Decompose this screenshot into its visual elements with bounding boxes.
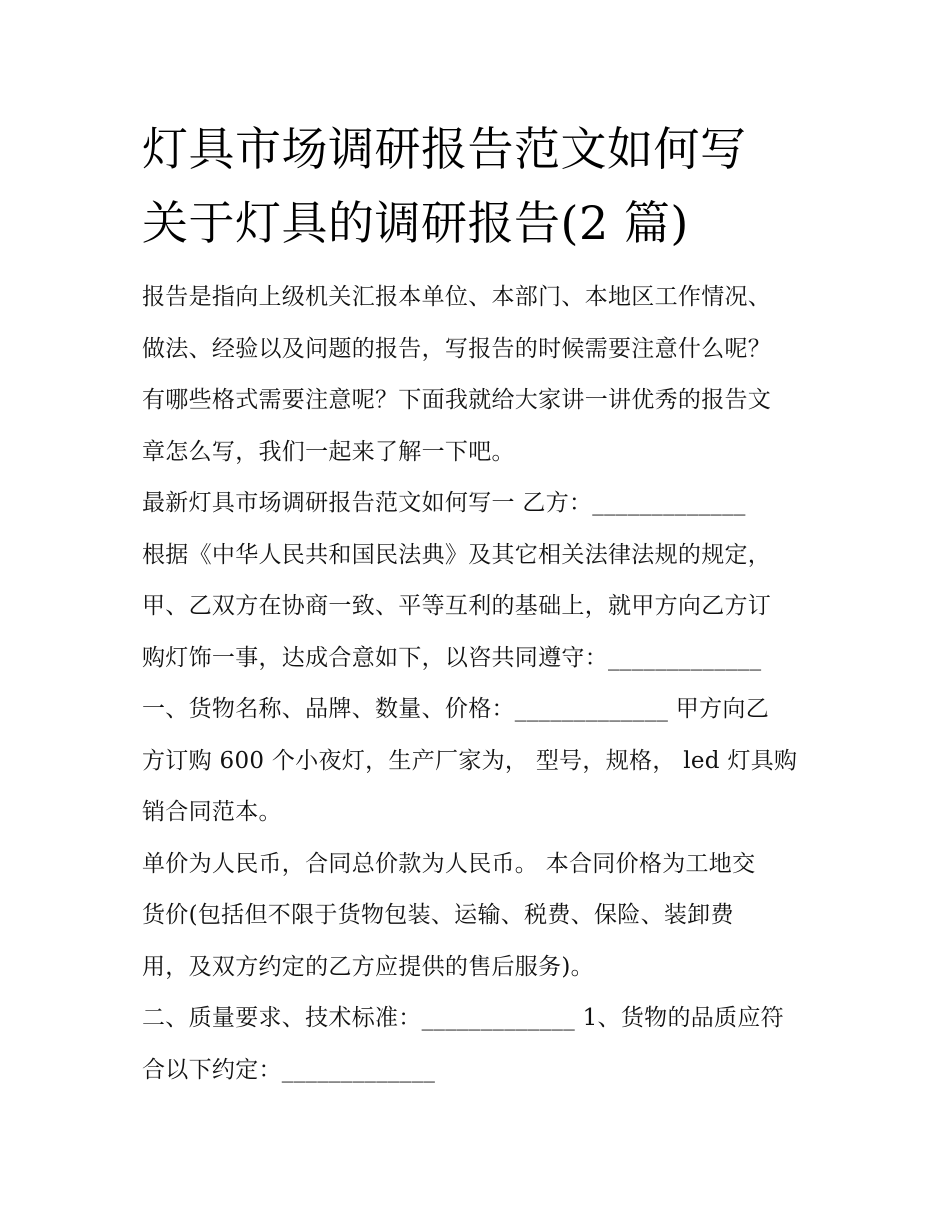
text-line: 单价为人民币，合同总价款为人民币。 本合同价格为工地交 xyxy=(142,850,756,877)
title-line: 灯具市场调研报告范文如何写 xyxy=(142,122,747,176)
text-line: 甲、乙双方在协商一致、平等互利的基础上，就甲方向乙方订 xyxy=(142,593,772,619)
document-page xyxy=(142,112,822,1096)
text-line: 方订购 600 个小夜灯，生产厂家为， 型号，规格， led 灯具购 xyxy=(142,747,798,774)
text-line: 有哪些格式需要注意呢？下面我就给大家讲一讲优秀的报告文 xyxy=(142,387,772,413)
text-line: 二、质量要求、技术标准：_____________ 1、货物的品质应符 xyxy=(142,1005,784,1031)
text-line: 合以下约定：_____________ xyxy=(142,1056,436,1083)
quality-paragraph xyxy=(142,993,822,1096)
intro-paragraph xyxy=(142,272,822,478)
text-line: 购灯饰一事，达成合意如下，以咨共同遵守：_____________ xyxy=(142,644,762,671)
text-line: 用，及双方约定的乙方应提供的售后服务)。 xyxy=(142,953,594,980)
text-line: 销合同范本。 xyxy=(142,799,282,825)
text-line: 一、货物名称、品牌、数量、价格：_____________ 甲方向乙 xyxy=(142,696,770,722)
document-body xyxy=(142,272,822,1096)
text-line: 做法、经验以及问题的报告，写报告的时候需要注意什么呢？ xyxy=(142,335,772,362)
text-line: 根据《中华人民共和国民法典》及其它相关法律法规的规定， xyxy=(142,541,772,568)
title-line: 关于灯具的调研报告(2 篇) xyxy=(142,196,689,250)
text-line: 章怎么写，我们一起来了解一下吧。 xyxy=(142,438,515,465)
text-line: 最新灯具市场调研报告范文如何写一 乙方：_____________ xyxy=(142,490,746,516)
contract-paragraph xyxy=(142,478,822,839)
text-line: 货价(包括但不限于货物包装、运输、税费、保险、装卸费 xyxy=(142,902,734,928)
text-line: 报告是指向上级机关汇报本单位、本部门、本地区工作情况、 xyxy=(142,284,772,310)
price-paragraph xyxy=(142,839,822,994)
document-title xyxy=(142,112,822,260)
